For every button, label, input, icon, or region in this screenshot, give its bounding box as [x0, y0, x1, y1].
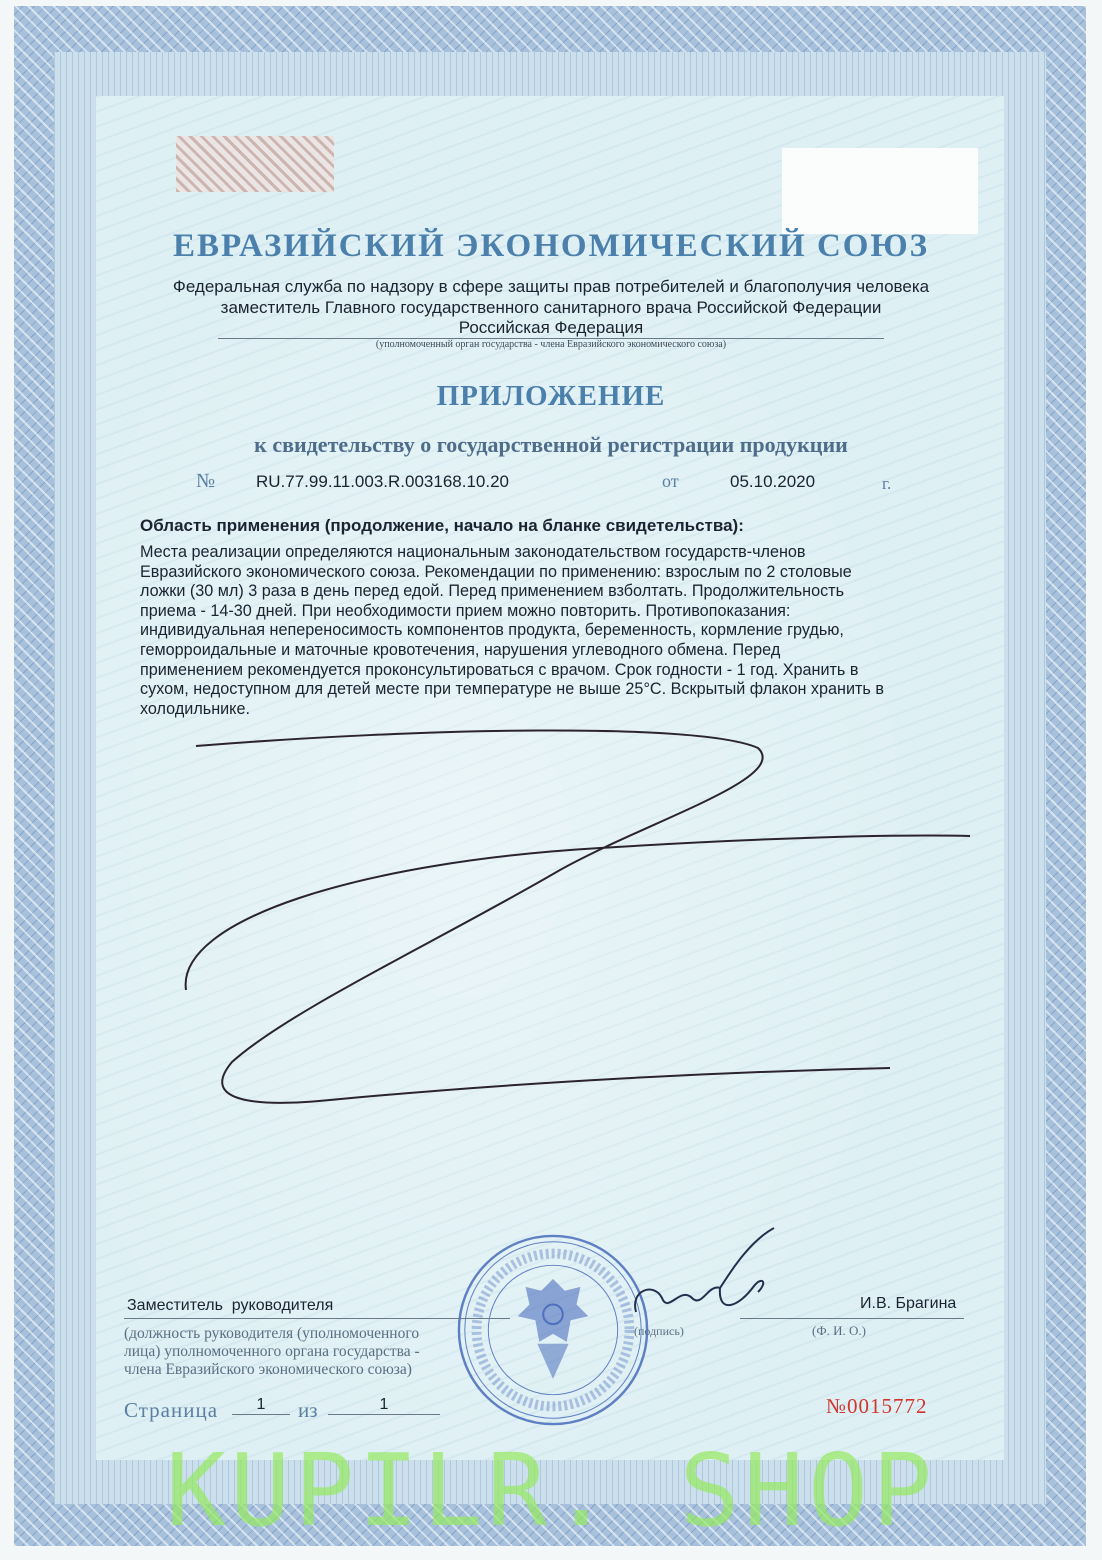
- name-underline: [740, 1318, 964, 1319]
- fio-caption: (Ф. И. О.): [812, 1323, 866, 1338]
- position-underline: [124, 1318, 510, 1319]
- of-label: из: [298, 1398, 318, 1422]
- document-title: ПРИЛОЖЕНИЕ: [436, 380, 666, 412]
- blank-serial-number: №0015772: [826, 1394, 928, 1418]
- signer-position: Заместитель руководителя: [127, 1297, 334, 1314]
- org-line-3: Российская Федерация: [458, 318, 644, 337]
- number-sign: №: [196, 470, 216, 492]
- document-subtitle: к свидетельству о государственной регистрации продукции: [254, 432, 848, 457]
- position-caption: (должность руководителя (уполномоченного лица) уполномоченного органа государства - члена Евразийского экономического союза): [124, 1325, 420, 1378]
- scope-heading: Область применения (продолжение, начало на бланке свидетельства):: [140, 516, 744, 535]
- org-line-2: заместитель Главного государственного санитарного врача Российской Федерации: [220, 298, 882, 317]
- scope-text: Места реализации определяются национальным законодательством государств-членов Евразийского экономического союза. Рекомендации по применению: взрослым по 2 столовые ложки (30 мл) 3 раза в день перед едой. Перед применением взболтать. Продолжительность приема - 14-30 дней. При необходимости прием можно повторить. Противопоказания: индивидуальная непереносимость компонентов продукта, беременность, кормление грудью, геморроидальные и маточные кровотечения, нарушения углеводного обмена. Перед применением рекомендуется проконсультироваться с врачом. Срок годности - 1 год. Хранить в сухом, недоступном для детей месте при температуре не выше 25°С. Вскрытый флакон хранить в холодильнике.: [140, 543, 884, 718]
- registration-number: RU.77.99.11.003.R.003168.10.20: [256, 472, 509, 491]
- signature-caption: (подпись): [634, 1324, 684, 1338]
- page-label: Страница: [124, 1398, 219, 1422]
- org-line-1: Федеральная служба по надзору в сфере защиты прав потребителей и благополучия человека: [172, 277, 930, 296]
- org-caption: (уполномоченный орган государства - члена Евразийского экономического союза): [375, 339, 727, 350]
- from-word: от: [662, 471, 679, 491]
- registration-date: 05.10.2020: [730, 472, 816, 491]
- union-title: ЕВРАЗИЙСКИЙ ЭКОНОМИЧЕСКИЙ СОЮЗ: [172, 228, 930, 264]
- page-total: 1: [328, 1396, 440, 1415]
- signer-name: И.В. Брагина: [860, 1295, 957, 1312]
- year-abbreviation: г.: [882, 474, 892, 493]
- page-number: 1: [232, 1396, 290, 1415]
- site-watermark: KUPILR. SHOP: [165, 1432, 937, 1549]
